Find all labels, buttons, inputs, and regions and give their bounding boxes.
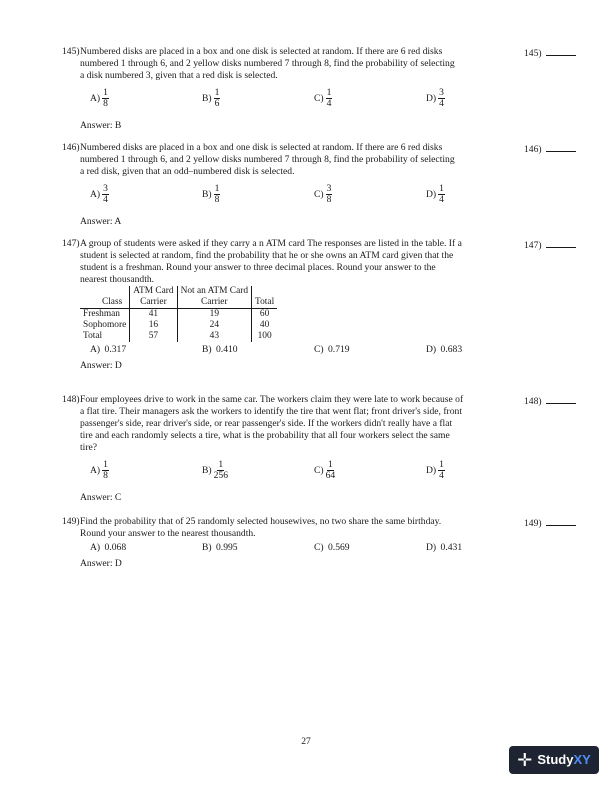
choice-b: B) 0.410 — [202, 344, 238, 355]
brand-accent: XY — [573, 752, 591, 767]
data-table — [80, 286, 277, 342]
answer-choices — [90, 88, 522, 114]
choice-a: A) $\frac{1}{8}$ — [90, 87, 108, 109]
answer-text: Answer: D — [80, 558, 122, 569]
question-146 — [62, 142, 522, 228]
question-number: 145) — [62, 46, 80, 57]
question-number: 147) — [62, 238, 80, 249]
choice-c: C) 0.569 — [314, 542, 350, 553]
choice-b: B) 0.995 — [202, 542, 238, 553]
choice-d: D) $\frac{1}{4}$ — [426, 459, 444, 481]
question-number: 149) — [62, 516, 80, 527]
answer-text: Answer: A — [80, 216, 122, 227]
question-line: a flat tire. Their managers ask the workers to identify the tire that went flat; front driver's side, front — [80, 406, 462, 417]
choice-c: C) $\frac{1}{64}$ — [314, 459, 336, 481]
table-header-cell — [80, 286, 130, 297]
question-line: tire? — [80, 442, 98, 453]
question-149 — [62, 516, 522, 570]
answer-blank-149[interactable]: 149) — [524, 516, 576, 530]
choice-a: A) 0.317 — [90, 344, 127, 355]
plus-icon: ✛ — [517, 750, 533, 770]
table-header-cell: Not an ATM Card — [177, 286, 251, 297]
answer-blank-147[interactable]: 147) — [524, 238, 576, 252]
choice-c: C) $\frac{1}{4}$ — [314, 87, 332, 109]
answer-blank-148[interactable]: 148) — [524, 394, 576, 408]
table-header-cell — [252, 286, 278, 297]
question-line: student is selected at random, find the probability that he or she owns an ATM card given that the — [80, 250, 454, 261]
choice-a: A) 0.068 — [90, 542, 127, 553]
table-header-cell: Class — [80, 297, 130, 309]
question-line: nearest thousandth. — [80, 274, 155, 285]
answer-choices — [90, 184, 522, 210]
choice-d: D) $\frac{3}{4}$ — [426, 87, 444, 109]
question-line: Four employees drive to work in the same car. The workers claim they were late to work because of — [80, 394, 464, 405]
question-line: numbered 1 through 6, and 2 yellow disks numbered 7 through 8, find the probability of selecting — [80, 58, 455, 69]
choice-b: B) $\frac{1}{256}$ — [202, 459, 228, 481]
choice-d: D) $\frac{1}{4}$ — [426, 183, 444, 205]
table-header-cell: Carrier — [177, 297, 251, 309]
choice-c: C) 0.719 — [314, 344, 350, 355]
answer-text: Answer: C — [80, 492, 122, 503]
question-line: Numbered disks are placed in a box and one disk is selected at random. If there are 6 red disks — [80, 46, 443, 57]
question-line: student is a freshman. Round your answer to three decimal places. Round your answer to the — [80, 262, 436, 273]
table-row: Freshman 41 19 60 — [80, 309, 277, 321]
choice-b: B) $\frac{1}{8}$ — [202, 183, 220, 205]
question-line: a disk numbered 3, given that a red disk is selected. — [80, 70, 278, 81]
question-145 — [62, 46, 522, 132]
question-line: numbered 1 through 6, and 2 yellow disks numbered 7 through 8, find the probability of selecting — [80, 154, 455, 165]
brand-main: Study — [537, 752, 574, 767]
choice-d: D) 0.431 — [426, 542, 463, 553]
question-line: passenger's side, rear driver's side, or rear passenger's side. If the workers didn't really have a flat — [80, 418, 453, 429]
question-text — [62, 394, 522, 454]
question-text — [62, 238, 522, 286]
question-number: 148) — [62, 394, 80, 405]
choice-a: A) $\frac{3}{4}$ — [90, 183, 108, 205]
choice-d: D) 0.683 — [426, 344, 463, 355]
studyxy-logo-badge[interactable] — [509, 746, 599, 774]
question-text — [62, 142, 522, 178]
answer-text: Answer: B — [80, 120, 122, 131]
question-line: Find the probability that of 25 randomly selected housewives, no two share the same birthday. — [80, 516, 442, 527]
table-header-cell: Carrier — [130, 297, 177, 309]
question-148 — [62, 394, 522, 504]
question-text — [62, 46, 522, 82]
choice-b: B) $\frac{1}{6}$ — [202, 87, 220, 109]
table-row: Total 57 43 100 — [80, 331, 277, 342]
answer-choices — [90, 542, 522, 554]
question-line: A group of students were asked if they carry a n ATM card The responses are listed in the table. If a — [80, 238, 462, 249]
question-line: a red disk, given that an odd–numbered disk is selected. — [80, 166, 295, 177]
table-header-cell: ATM Card — [130, 286, 177, 297]
question-text — [62, 516, 522, 540]
question-147 — [62, 238, 522, 372]
answer-text: Answer: D — [80, 360, 122, 371]
question-line: Numbered disks are placed in a box and one disk is selected at random. If there are 6 red disks — [80, 142, 443, 153]
answer-choices — [90, 460, 522, 486]
question-number: 146) — [62, 142, 80, 153]
question-line: tire and each randomly selects a tire, what is the probability that all four workers select the same — [80, 430, 450, 441]
answer-blank-146[interactable]: 146) — [524, 142, 576, 156]
answer-blank-145[interactable]: 145) — [524, 46, 576, 60]
answer-choices — [90, 344, 522, 356]
table-row: Sophomore 16 24 40 — [80, 320, 277, 331]
choice-a: A) $\frac{1}{8}$ — [90, 459, 108, 481]
question-line: Round your answer to the nearest thousandth. — [80, 528, 256, 539]
choice-c: C) $\frac{3}{8}$ — [314, 183, 332, 205]
table-header-cell: Total — [252, 297, 278, 309]
page-number: 27 — [301, 736, 311, 747]
